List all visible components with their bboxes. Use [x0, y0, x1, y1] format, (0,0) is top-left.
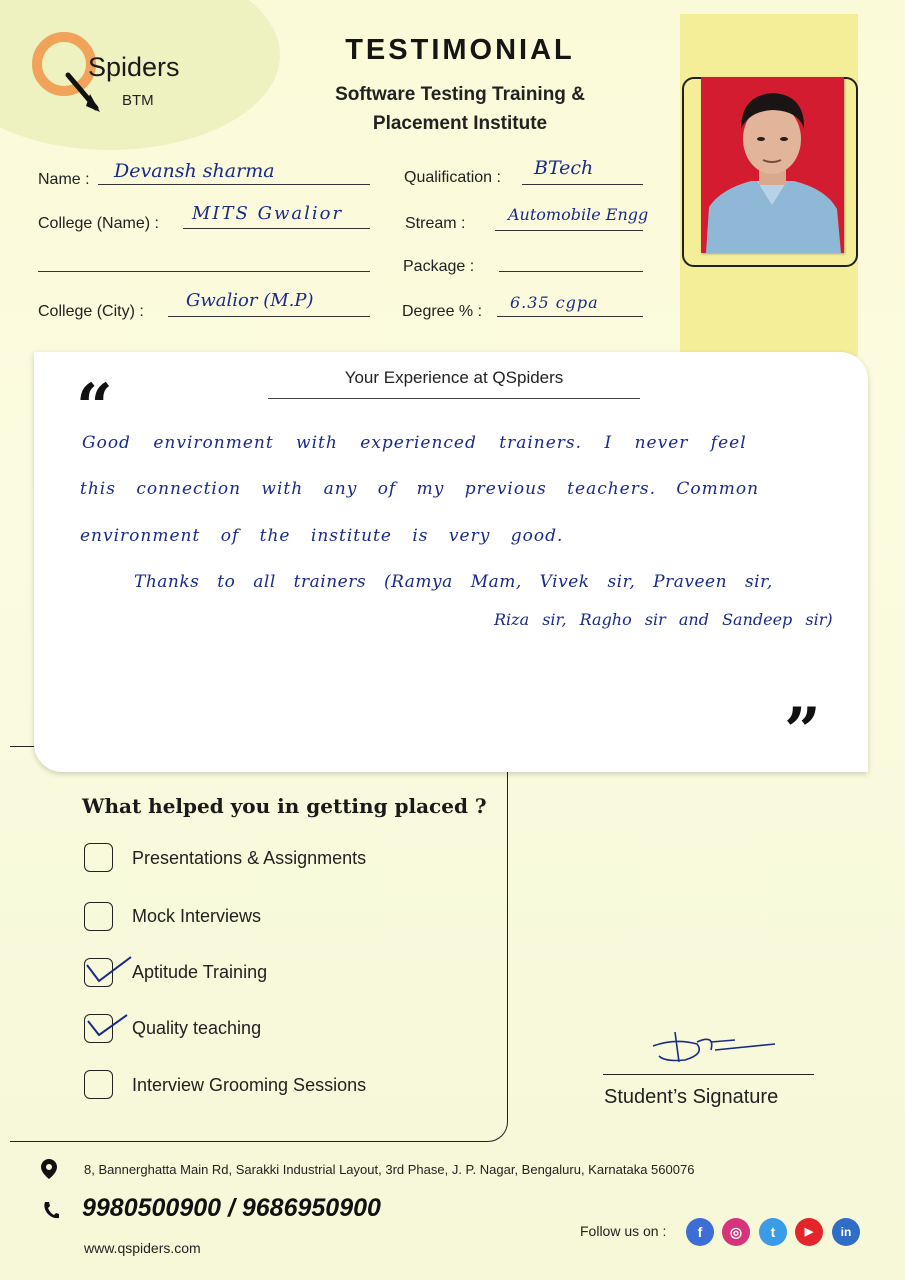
experience-text-line-5[interactable]: Riza sir, Ragho sir and Sandeep sir)	[494, 610, 833, 629]
checkmark-icon	[83, 953, 135, 989]
footer-phone[interactable]: 9980500900 / 9686950900	[82, 1194, 381, 1222]
option-label-aptitude-training: Aptitude Training	[132, 962, 268, 982]
follow-us-label: Follow us on :	[580, 1223, 667, 1239]
name-value[interactable]: Devansh sharma	[114, 160, 275, 182]
footer-website-link[interactable]: www.qspiders.com	[84, 1240, 201, 1256]
page-title: TESTIMONIAL	[345, 34, 575, 66]
signature-line	[603, 1074, 814, 1075]
college-city-underline	[168, 316, 370, 317]
college-name-value[interactable]: MITS Gwalior	[192, 203, 344, 224]
checkbox-mock-interviews[interactable]	[84, 902, 113, 931]
option-label-presentations: Presentations & Assignments	[132, 848, 367, 868]
student-photo	[701, 77, 844, 253]
degree-underline	[497, 316, 643, 317]
phone-icon	[42, 1200, 60, 1220]
option-label-interview-grooming: Interview Grooming Sessions	[132, 1075, 367, 1095]
subtitle-line-2: Placement Institute	[372, 113, 548, 134]
stream-underline	[495, 230, 643, 231]
student-portrait-image	[701, 77, 844, 253]
experience-heading: Your Experience at QSpiders	[344, 368, 564, 387]
degree-label: Degree % :	[402, 303, 483, 320]
degree-value[interactable]: 6.35 cgpa	[510, 293, 599, 312]
name-underline	[98, 184, 370, 185]
college-city-label: College (City) :	[38, 303, 144, 320]
close-quote-icon: ”	[784, 694, 821, 769]
open-quote-icon: “	[76, 370, 113, 445]
college-name-underline	[183, 228, 370, 229]
facebook-icon[interactable]: f	[686, 1218, 714, 1246]
package-underline	[499, 271, 643, 272]
checkbox-aptitude-training[interactable]	[84, 958, 113, 987]
twitter-icon[interactable]: t	[759, 1218, 787, 1246]
qualification-underline	[522, 184, 643, 185]
location-pin-icon	[40, 1158, 58, 1180]
signature-label: Student’s Signature	[604, 1086, 779, 1108]
experience-heading-underline	[268, 398, 640, 399]
logo-branch-text: BTM	[122, 92, 154, 109]
option-label-quality-teaching: Quality teaching	[132, 1018, 262, 1038]
experience-text-line-1[interactable]: Good environment with experienced trainers. I never feel	[82, 433, 747, 453]
logo-brand-text: Spiders	[88, 52, 180, 82]
checkbox-quality-teaching[interactable]	[84, 1014, 113, 1043]
package-label: Package :	[403, 258, 475, 275]
page-subtitle	[300, 80, 620, 138]
name-label: Name :	[38, 171, 90, 188]
helped-question: What helped you in getting placed ?	[82, 794, 487, 818]
college-name-label: College (Name) :	[38, 215, 159, 232]
qspiders-logo	[30, 30, 180, 120]
qualification-value[interactable]: BTech	[534, 157, 594, 179]
linkedin-icon[interactable]: in	[832, 1218, 860, 1246]
checkbox-interview-grooming[interactable]	[84, 1070, 113, 1099]
college-name-second-line	[38, 271, 370, 272]
stream-label: Stream :	[405, 215, 466, 232]
experience-card	[34, 352, 868, 772]
instagram-icon[interactable]: ◎	[722, 1218, 750, 1246]
college-city-value[interactable]: Gwalior (M.P)	[186, 290, 314, 311]
checkbox-presentations[interactable]	[84, 843, 113, 872]
option-label-mock-interviews: Mock Interviews	[132, 906, 262, 926]
subtitle-line-1: Software Testing Training &	[335, 84, 585, 105]
checkmark-icon	[83, 1009, 133, 1045]
experience-text-line-3[interactable]: environment of the institute is very good.	[80, 526, 564, 546]
experience-text-line-2[interactable]: this connection with any of my previous teachers. Common	[80, 479, 760, 499]
experience-text-line-4[interactable]: Thanks to all trainers (Ramya Mam, Vivek sir, Praveen sir,	[134, 572, 773, 592]
student-signature-image	[645, 1020, 785, 1068]
qualification-label: Qualification :	[404, 169, 501, 186]
youtube-icon[interactable]: ▶	[795, 1218, 823, 1246]
stream-value[interactable]: Automobile Engg	[508, 205, 649, 224]
footer-address: 8, Bannerghatta Main Rd, Sarakki Industrial Layout, 3rd Phase, J. P. Nagar, Bengaluru, Karnataka 560076	[84, 1162, 695, 1177]
